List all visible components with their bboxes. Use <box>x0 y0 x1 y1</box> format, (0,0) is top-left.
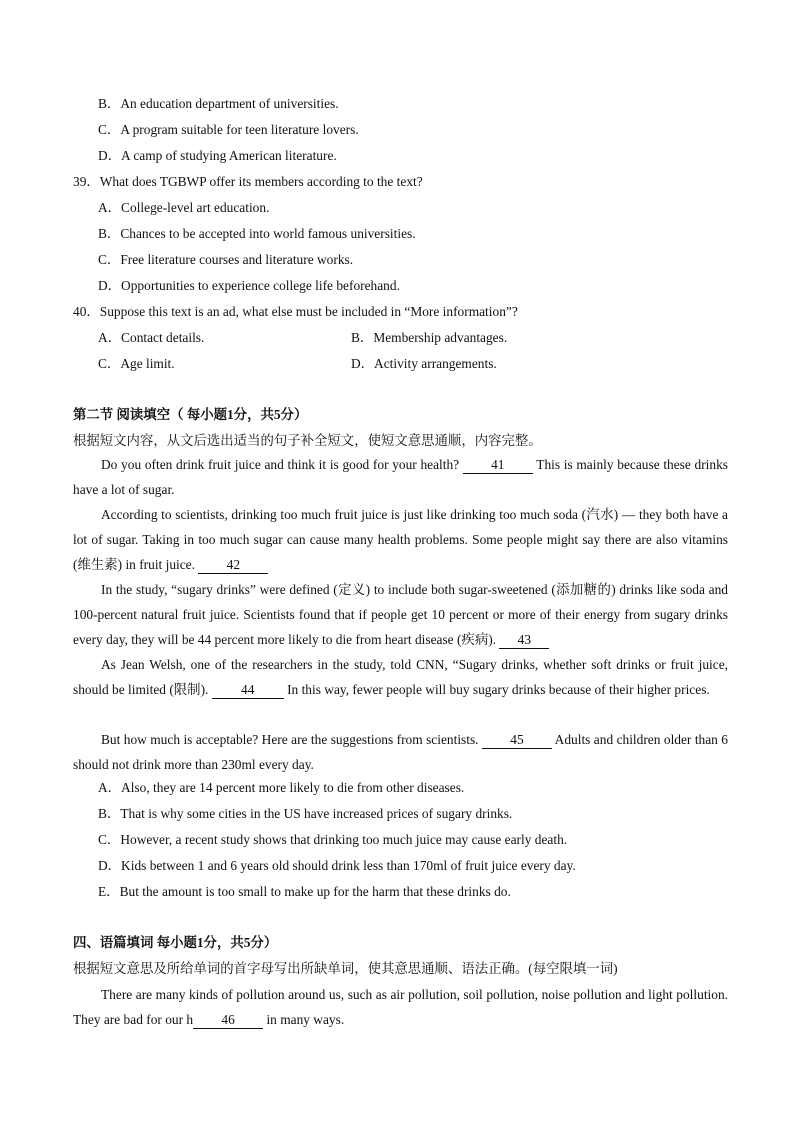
q40-option-a: A．Contact details. <box>98 330 205 345</box>
blank-44[interactable]: 44 <box>212 681 284 699</box>
q39-option-a: A．College-level art education. <box>98 200 270 215</box>
section2-option-d: D．Kids between 1 and 6 years old should drink less than 170ml of fruit juice every day. <box>98 858 576 873</box>
passage-paragraph-2: According to scientists, drinking too much fruit juice is just like drinking too much soda (汽水) — they both have a lot of sugar. Taking in too much sugar can cause many health problems. Some people might say there are also vitamins (维生素) in fruit juice. 42 <box>73 507 728 572</box>
q39-option-d: D．Opportunities to experience college life beforehand. <box>98 278 400 293</box>
q40-option-c: C．Age limit. <box>98 356 175 371</box>
q38-option-d: D．A camp of studying American literature. <box>98 148 337 163</box>
q38-option-c: C．A program suitable for teen literature lovers. <box>98 122 359 137</box>
q39-option-c: C．Free literature courses and literature works. <box>98 252 354 267</box>
section4-instruction: 根据短文意思及所给单词的首字母写出所缺单词，使其意思通顺、语法正确。(每空限填一词) <box>73 961 618 976</box>
section2-option-a: A．Also, they are 14 percent more likely to die from other diseases. <box>98 780 465 795</box>
q40-stem: 40．Suppose this text is an ad, what else must be included in “More information”? <box>73 304 518 319</box>
section4-paragraph-1: There are many kinds of pollution around us, such as air pollution, soil pollution, noise pollution and light pollution. They are bad for our h 46 in many ways. <box>73 987 728 1027</box>
blank-43[interactable]: 43 <box>499 631 549 649</box>
q39-option-b: B．Chances to be accepted into world famous universities. <box>98 226 416 241</box>
section4-heading: 四、语篇填词 每小题1分，共5分） <box>73 935 278 950</box>
blank-46[interactable]: 46 <box>193 1011 263 1029</box>
blank-45[interactable]: 45 <box>482 731 552 749</box>
q40-option-d: D．Activity arrangements. <box>351 356 497 371</box>
blank-41[interactable]: 41 <box>463 456 533 474</box>
q40-option-b: B．Membership advantages. <box>351 330 508 345</box>
q39-stem: 39．What does TGBWP offer its members according to the text? <box>73 174 423 189</box>
passage-paragraph-3: In the study, “sugary drinks” were defined (定义) to include both sugar-sweetened (添加糖的) drinks like soda and 100-percent natural fruit juice. Scientists found that if people get 10 percent or more of their energy from sugary drinks every day, they will be 44 percent more likely to die from heart disease (疾病). 43 <box>73 582 728 647</box>
section2-instruction: 根据短文内容，从文后选出适当的句子补全短文，使短文意思通顺，内容完整。 <box>73 433 542 448</box>
passage-paragraph-5: But how much is acceptable? Here are the suggestions from scientists. 45 Adults and children older than 6 should not drink more than 230ml every day. <box>73 732 728 772</box>
blank-42[interactable]: 42 <box>198 556 268 574</box>
passage-paragraph-1: Do you often drink fruit juice and think it is good for your health? 41 This is mainly because these drinks have a lot of sugar. <box>73 457 729 497</box>
passage-paragraph-4: As Jean Welsh, one of the researchers in the study, told CNN, “Sugary drinks, whether soft drinks or fruit juice, should be limited (限制). 44 In this way, fewer people will buy sugary drinks because of their higher prices. <box>73 657 728 697</box>
q38-option-b: B．An education department of universities. <box>98 96 339 111</box>
section2-option-c: C．However, a recent study shows that drinking too much juice may cause early death. <box>98 832 568 847</box>
section2-option-e: E．But the amount is too small to make up for the harm that these drinks do. <box>98 884 511 899</box>
section2-option-b: B．That is why some cities in the US have increased prices of sugary drinks. <box>98 806 513 821</box>
section2-heading: 第二节 阅读填空（ 每小题1分，共5分） <box>73 407 308 422</box>
